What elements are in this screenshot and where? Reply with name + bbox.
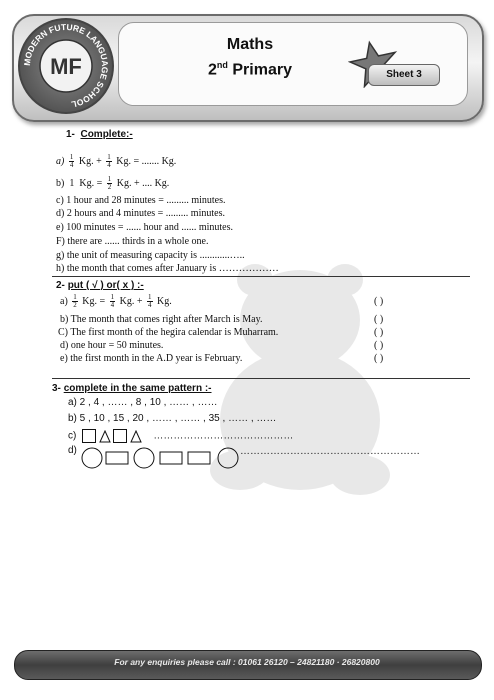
triangle-shape <box>130 430 142 443</box>
question-1a: a) $\frac{1}{4}$ Kg. + $\frac{1}{4}$ Kg. = ....... Kg. <box>56 153 177 169</box>
circle-shape <box>82 448 102 468</box>
circle-shape <box>134 448 154 468</box>
pattern-a: a) 2 , 4 , …… , 8 , 10 , …… , …… <box>68 397 218 408</box>
question-1d: d) 2 hours and 4 minutes = ......... minutes. <box>56 208 225 219</box>
logo-initials: MF <box>50 54 82 79</box>
question-1e: e) 100 minutes = ...... hour and ...... minutes. <box>56 222 234 233</box>
question-2b: b) The month that comes right after March is May. <box>60 314 263 325</box>
answer-box[interactable]: ( ) <box>374 327 384 338</box>
question-1g: g) the unit of measuring capacity is ............….. <box>56 250 245 261</box>
section-3-heading: 3- complete in the same pattern :- <box>52 383 212 394</box>
question-1f: F) there are ...... thirds in a whole one. <box>56 236 209 247</box>
section-1-heading: 1- Complete:- <box>66 129 133 140</box>
rectangle-shape <box>106 452 128 464</box>
sheet-number-badge: Sheet 3 <box>368 64 440 86</box>
answer-box[interactable]: ( ) <box>374 296 384 307</box>
question-1h: h) the month that comes after January is ……………… <box>56 263 279 274</box>
logo-ring-text: MODERN FUTURE LANGUAGE SCHOOL <box>21 21 111 110</box>
answer-box[interactable]: ( ) <box>374 314 384 325</box>
triangle-shape <box>99 430 111 443</box>
section-divider <box>52 378 470 379</box>
answer-box[interactable]: ( ) <box>374 340 384 351</box>
footer-contact-text: For any enquiries please call : 01061 26120 – 24821180 · 26820800 <box>114 657 380 667</box>
fraction: $\frac{1}{4}$ <box>148 293 152 309</box>
square-shape <box>82 429 96 443</box>
fraction: $\frac{1}{4}$ <box>69 153 74 169</box>
question-2a: a) $\frac{1}{2}$ Kg. = $\frac{1}{4}$ Kg. + $\frac{1}{4}$ Kg. <box>60 293 172 309</box>
question-2e: e) the first month in the A.D year is February. <box>60 353 243 364</box>
subject-title: Maths <box>226 36 274 53</box>
fraction: $\frac{1}{2}$ <box>73 293 77 309</box>
pattern-d-label: d) <box>68 445 77 456</box>
section-2-heading: 2- put ( √ ) or( x ) :- <box>56 280 144 291</box>
fraction: $\frac{1}{2}$ <box>107 175 112 191</box>
pattern-d-blank: ……………………………………………… <box>240 446 420 457</box>
square-shape <box>113 429 127 443</box>
rectangle-shape <box>160 452 182 464</box>
question-2c: C) The first month of the hegira calendar is Muharram. <box>58 327 279 338</box>
question-2d: d) one hour = 50 minutes. <box>60 340 164 351</box>
fraction: $\frac{1}{4}$ <box>107 153 111 169</box>
question-1b: b) 1 Kg. = $\frac{1}{2}$ Kg. + .... Kg. <box>56 175 170 191</box>
school-logo <box>18 18 114 114</box>
question-1c: c) 1 hour and 28 minutes = ......... minutes. <box>56 195 226 206</box>
grade-title: 2nd Primary <box>208 60 292 79</box>
pattern-b: b) 5 , 10 , 15 , 20 , …… , …… , 35 , …… , …… <box>68 413 277 424</box>
circle-shape <box>218 448 238 468</box>
section-divider <box>52 276 470 277</box>
fraction: $\frac{1}{4}$ <box>110 293 115 309</box>
answer-box[interactable]: ( ) <box>374 353 384 364</box>
pattern-c: c) …………………………………… <box>68 430 294 442</box>
rectangle-shape <box>188 452 210 464</box>
